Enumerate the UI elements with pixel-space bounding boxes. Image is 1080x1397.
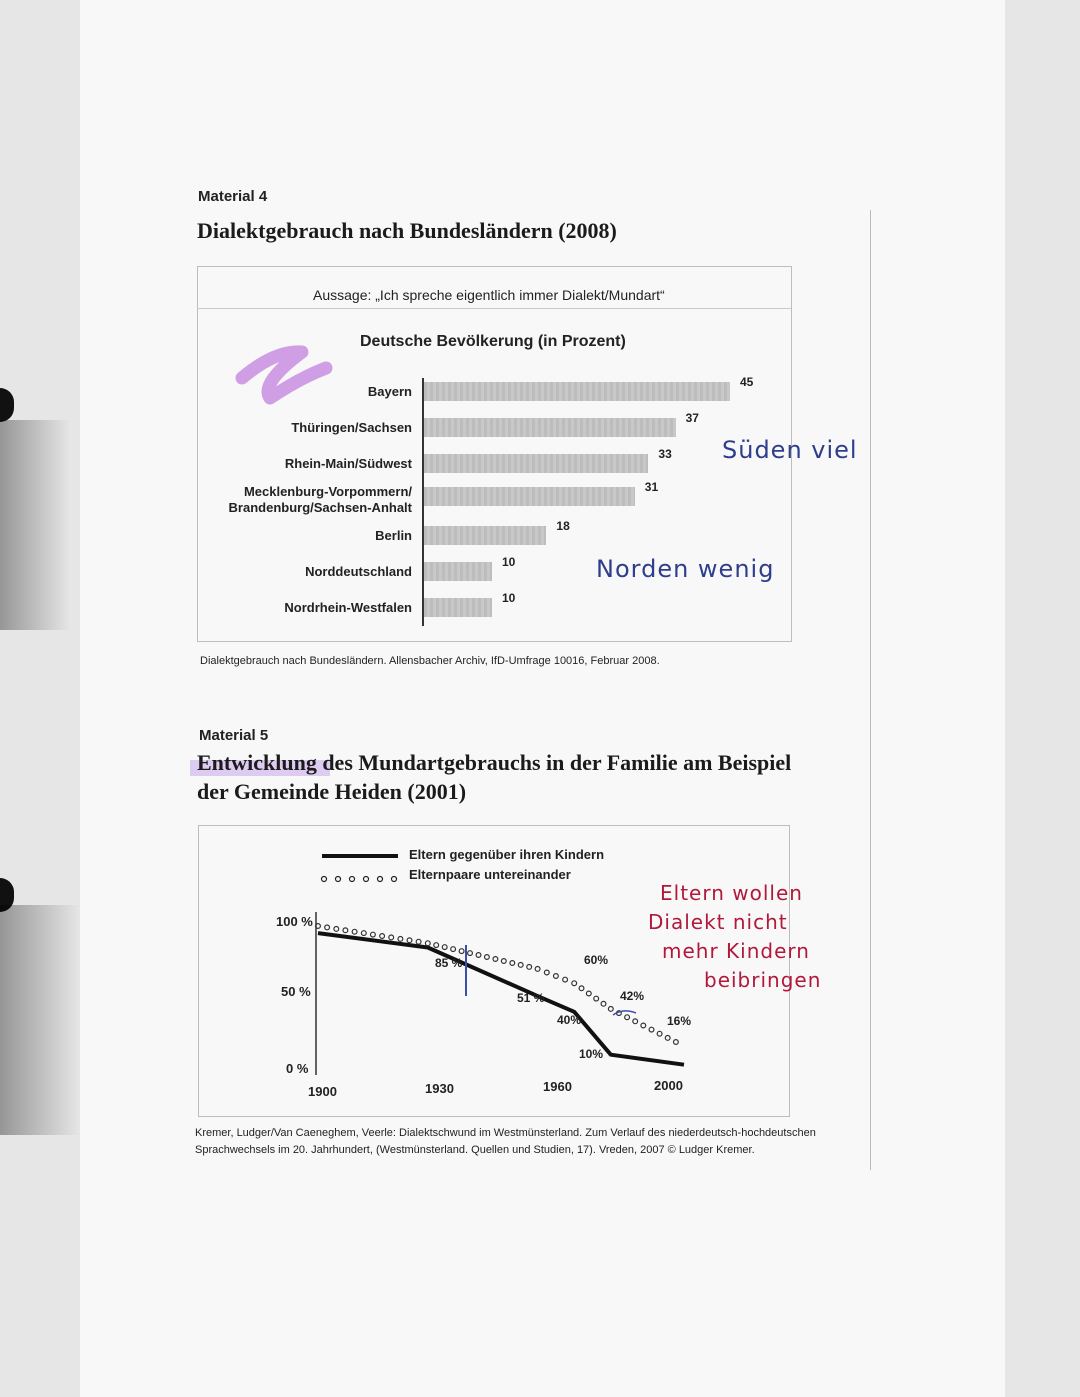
dotted-series-point [371, 932, 376, 937]
dotted-series-point [608, 1007, 613, 1012]
dotted-series-point [451, 947, 456, 952]
material5-label: Material 5 [199, 727, 269, 744]
handwritten-note-line4: beibringen [704, 968, 822, 992]
dotted-series-point [434, 943, 439, 948]
x-tick-1930: 1930 [425, 1081, 454, 1096]
annotation-85: 85 % [435, 956, 463, 970]
legend-dotted-label: Elternpaare untereinander [409, 867, 571, 882]
x-tick-1900: 1900 [308, 1084, 337, 1099]
material5-title-line1: Entwicklung des Mundartgebrauchs in der Familie am Beispiel [197, 750, 792, 775]
dotted-series-point [633, 1019, 638, 1024]
dotted-series-point [657, 1031, 662, 1036]
handwritten-note-line3: mehr Kindern [662, 939, 810, 963]
bar-label-6: Norddeutschland [305, 564, 412, 579]
dotted-series-point [563, 977, 568, 982]
dotted-series-point [649, 1027, 654, 1032]
material4-subtitle: Deutsche Bevölkerung (in Prozent) [360, 333, 626, 350]
dotted-series-point [544, 970, 549, 975]
dotted-series-point [398, 937, 403, 942]
x-tick-1960: 1960 [543, 1079, 572, 1094]
annotation-40: 40% [557, 1013, 582, 1027]
dotted-series-point [442, 945, 447, 950]
dotted-series-point [468, 951, 473, 956]
dotted-series-point [518, 963, 523, 968]
dotted-series-point [625, 1015, 630, 1020]
bar-value-6: 10 [502, 555, 516, 569]
bar-label-2: Thüringen/Sachsen [291, 420, 412, 435]
dotted-series-point [510, 961, 515, 966]
material4-label: Material 4 [198, 188, 268, 205]
dotted-series-point [389, 935, 394, 940]
legend-solid-label: Eltern gegenüber ihren Kindern [409, 847, 605, 862]
dotted-series-point [641, 1023, 646, 1028]
dotted-series-point [674, 1040, 679, 1045]
material4-statement: Aussage: „Ich spreche eigentlich immer Dialekt/Mundart“ [313, 287, 665, 303]
dotted-series-point [586, 991, 591, 996]
dotted-series-point [601, 1001, 606, 1006]
dotted-series-point [334, 927, 339, 932]
annotation-10: 10% [579, 1047, 604, 1061]
y-tick-0: 0 % [286, 1061, 309, 1076]
dotted-series-point [361, 931, 366, 936]
bar-label-5: Berlin [375, 528, 412, 543]
annotation-16: 16% [667, 1014, 692, 1028]
dotted-series-point [459, 949, 464, 954]
material5-title-line2: der Gemeinde Heiden (2001) [197, 779, 467, 804]
dotted-series-point [665, 1036, 670, 1041]
annotation-42: 42% [620, 989, 645, 1003]
dotted-series-point [352, 929, 357, 934]
dotted-series-point [325, 925, 330, 930]
dotted-series-point [535, 967, 540, 972]
y-tick-100: 100 % [276, 914, 313, 929]
handwritten-note-south: Süden viel [722, 436, 858, 464]
bar-label-3: Rhein-Main/Südwest [284, 456, 412, 471]
annotation-60: 60% [584, 953, 609, 967]
dotted-series-point [343, 928, 348, 933]
material5-source-line2: Sprachwechsels im 20. Jahrhundert, (Westmünsterland. Quellen und Studien, 17). Vreden, 2007 © Ludger Kremer. [195, 1144, 755, 1156]
bar-value-3: 33 [658, 447, 672, 461]
x-tick-2000: 2000 [654, 1078, 683, 1093]
handwritten-note-line1: Eltern wollen [660, 881, 803, 905]
dotted-series-point [380, 934, 385, 939]
bar-value-2: 37 [685, 411, 699, 425]
dotted-series-point [527, 965, 532, 970]
dotted-series-point [425, 941, 430, 946]
dotted-series-point [572, 981, 577, 986]
bar-value-1: 45 [740, 375, 754, 389]
dotted-series-point [501, 959, 506, 964]
y-tick-50: 50 % [281, 984, 311, 999]
dotted-series-point [476, 953, 481, 958]
bar-value-7: 10 [502, 591, 516, 605]
dotted-series-point [594, 996, 599, 1001]
dotted-series-point [554, 974, 559, 979]
bar-label-7: Nordrhein-Westfalen [284, 600, 412, 615]
dotted-series-point [485, 955, 490, 960]
dotted-series-point [407, 938, 412, 943]
bar-value-5: 18 [556, 519, 570, 533]
dotted-series-point [579, 986, 584, 991]
bar-value-4: 31 [644, 480, 659, 494]
material5-source-line1: Kremer, Ludger/Van Caeneghem, Veerle: Dialektschwund im Westmünsterland. Zum Verlauf des niederdeutsch-hochdeutschen [195, 1127, 816, 1139]
material4-title: Dialektgebrauch nach Bundesländern (2008) [197, 218, 617, 243]
bar-label-1: Bayern [367, 384, 412, 399]
bar-label-4: Mecklenburg-Vorpommern/ Brandenburg/Sachsen-Anhalt [228, 484, 412, 515]
annotation-51: 51 % [517, 991, 545, 1005]
handwritten-note-line2: Dialekt nicht [648, 910, 788, 934]
handwritten-note-north: Norden wenig [596, 555, 775, 583]
dotted-series-point [416, 939, 421, 944]
material4-source: Dialektgebrauch nach Bundesländern. Allensbacher Archiv, IfD-Umfrage 10016, Februar 2008. [200, 655, 660, 667]
dotted-series-point [493, 957, 498, 962]
